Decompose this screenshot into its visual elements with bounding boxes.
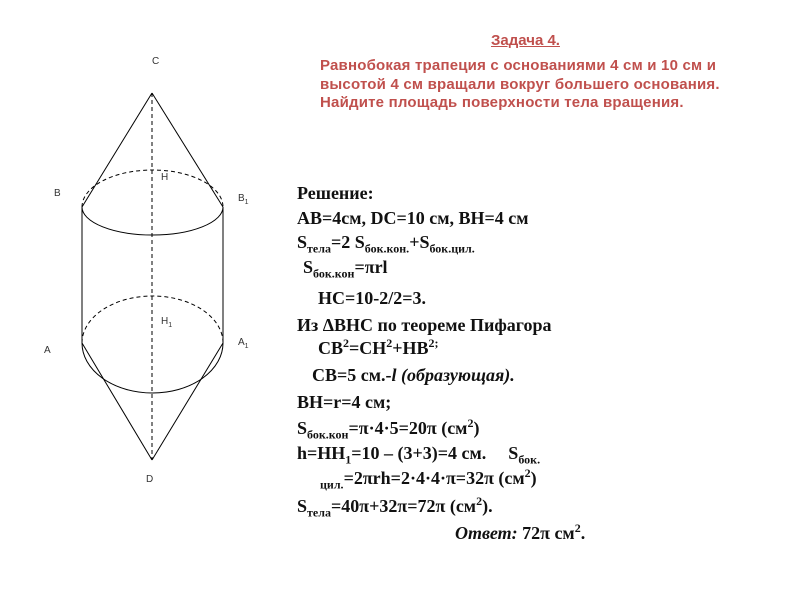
f7-c: +HB <box>392 338 429 358</box>
f3-plus: +S <box>409 232 430 252</box>
f7-sup1: 2 <box>343 336 350 350</box>
solution-line-height <box>297 443 540 468</box>
f8-a: CB=5 см.- <box>312 365 392 385</box>
figure-dashed-lines <box>82 93 223 460</box>
point-c-label: C <box>152 56 160 67</box>
point-a1-base: A <box>238 337 245 348</box>
point-b1-label <box>238 193 249 206</box>
solution-given: AB=4см, DC=10 см, BH=4 см <box>297 208 529 228</box>
point-a1-label <box>238 337 249 350</box>
f4-rest: =πrl <box>354 257 388 277</box>
segment-c-b <box>82 93 152 207</box>
point-h1-sub: 1 <box>168 322 173 329</box>
f3-s: S <box>297 232 308 252</box>
solution-heading: Решение: <box>297 183 374 203</box>
point-b1-base: B <box>238 193 245 204</box>
segment-a-d <box>82 343 152 460</box>
point-d-label: D <box>146 474 154 485</box>
f10-a: =π·4·5=20π (см <box>348 418 468 438</box>
answer-sup: 2 <box>574 521 581 535</box>
solution-line-cb <box>312 365 515 386</box>
point-b1-sub: 1 <box>244 199 249 206</box>
segment-a1-d <box>152 343 223 460</box>
task-title: Задача 4. <box>491 32 560 49</box>
point-a1-sub: 1 <box>244 343 249 350</box>
f13-sub: тела <box>307 505 331 520</box>
f10-s: S <box>297 418 308 438</box>
f13-b: ). <box>482 496 493 516</box>
f12-sub: цил. <box>320 477 344 492</box>
point-b-label: B <box>54 188 61 199</box>
point-a-label: A <box>44 345 51 356</box>
task-text: Равнобокая трапеция с основаниями 4 см и 10 см и высотой 4 см вращали вокруг большего основания. Найдите площадь поверхности тела вращения. <box>320 57 720 111</box>
solution-line-radius: BH=r=4 см; <box>297 392 392 412</box>
f10-b: ) <box>473 418 480 438</box>
f3-sub3: бок.цил. <box>429 241 475 256</box>
solution-line-cb-squared <box>318 336 439 359</box>
f11-s: S <box>508 443 519 463</box>
f3-sub1: тела <box>307 241 331 256</box>
answer-value: 72π см <box>522 523 575 543</box>
solution-line-surface-formula <box>297 232 475 257</box>
solution-line-cylinder-area <box>320 466 537 493</box>
solution-line-hc: HC=10-2/2=3. <box>318 288 427 308</box>
f11-sub2: бок. <box>518 452 541 467</box>
solution-line-cone-area <box>297 416 479 443</box>
f12-sup: 2 <box>524 466 531 480</box>
f13-s: S <box>297 496 308 516</box>
point-h-label: H <box>161 172 169 183</box>
f10-sup: 2 <box>467 416 474 430</box>
f7-sup2: 2 <box>386 336 393 350</box>
point-h1-base: H <box>161 316 169 327</box>
f11-a: h=HH <box>297 443 346 463</box>
f7-b: =CH <box>349 338 387 358</box>
answer-end: . <box>580 523 586 543</box>
f3-sub2: бок.кон. <box>364 241 410 256</box>
f10-sub: бок.кон <box>307 427 349 442</box>
f8-b: l (образующая). <box>391 365 515 385</box>
f7-sup3: 2; <box>428 336 439 350</box>
solution-line-pythagoras: Из ΔBHC по теореме Пифагора <box>297 315 552 335</box>
point-h1-label <box>161 316 172 329</box>
f4-s: S <box>303 257 314 277</box>
f7-a: CB <box>318 338 344 358</box>
solution-answer <box>455 521 585 544</box>
f12-b: ) <box>530 468 537 488</box>
f11-sub: 1 <box>345 452 352 467</box>
segment-c-b1 <box>152 93 223 207</box>
f13-sup: 2 <box>476 494 483 508</box>
solution-line-total <box>297 494 493 521</box>
f12-a: =2πrh=2·4·4·π=32π (см <box>343 468 525 488</box>
f11-b: =10 – (3+3)=4 см. <box>351 443 487 463</box>
f4-sub: бок.кон <box>313 266 355 281</box>
solution-line-cone-formula <box>303 257 388 282</box>
f13-a: =40π+32π=72π (см <box>330 496 477 516</box>
answer-label: Ответ: <box>455 523 518 543</box>
f3-mid: =2 S <box>330 232 365 252</box>
